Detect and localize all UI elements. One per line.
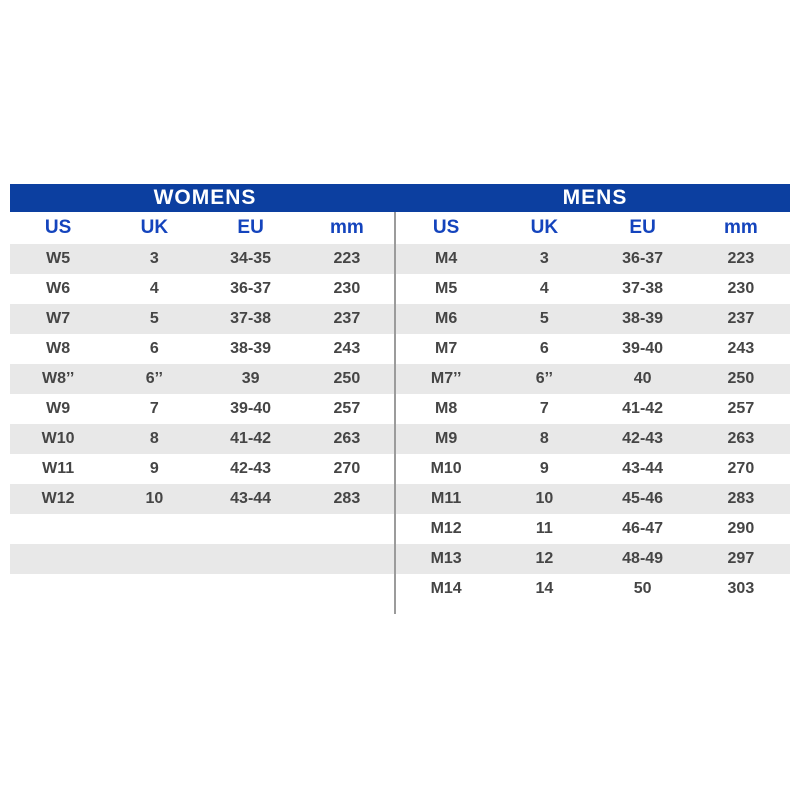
cell-womens-mm: 250 — [333, 370, 361, 387]
table-row — [10, 364, 790, 394]
mens-row-cells — [397, 334, 790, 364]
cell-mens-us: M12 — [430, 520, 462, 537]
cell-womens-us: W8’’ — [41, 370, 75, 387]
womens-section-title: WOMENS — [153, 186, 257, 209]
cell-mens-uk: 8 — [539, 430, 549, 447]
cell-womens-mm — [299, 544, 395, 574]
table-row — [10, 304, 790, 334]
cell-womens-us: W10 — [41, 430, 75, 447]
table-row — [10, 394, 790, 424]
cell-womens-eu: 39 — [241, 370, 260, 387]
cell-mens-eu: 39-40 — [622, 340, 664, 357]
table-title-bar — [10, 184, 790, 212]
cell-mens-mm: 297 — [727, 550, 755, 567]
mens-row-cells — [397, 544, 790, 574]
cell-womens-uk: 8 — [149, 430, 159, 447]
womens-row-cells — [10, 514, 395, 544]
cell-mens-mm: 223 — [727, 250, 755, 267]
cell-womens-uk — [106, 514, 202, 544]
cell-mens-eu: 37-38 — [622, 280, 664, 297]
cell-womens-eu: 41-42 — [230, 430, 272, 447]
mens-row-cells — [397, 274, 790, 304]
cell-womens-mm: 257 — [333, 400, 361, 417]
cell-womens-us — [10, 544, 106, 574]
table-row — [10, 484, 790, 514]
cell-mens-uk: 6’’ — [535, 370, 553, 387]
cell-mens-eu: 36-37 — [622, 250, 664, 267]
cell-womens-eu: 34-35 — [230, 250, 272, 267]
cell-womens-eu: 38-39 — [230, 340, 272, 357]
womens-row-cells — [10, 484, 395, 514]
mens-section-title: MENS — [562, 186, 628, 209]
mens-row-cells — [397, 364, 790, 394]
table-row — [10, 574, 790, 604]
cell-womens-us: W8 — [46, 340, 71, 357]
cell-womens-us — [10, 574, 106, 604]
mens-row-cells — [397, 514, 790, 544]
cell-womens-uk — [106, 544, 202, 574]
cell-womens-us: W12 — [41, 490, 75, 507]
cell-womens-eu — [203, 514, 299, 544]
cell-mens-us: M9 — [435, 430, 458, 447]
cell-womens-eu: 42-43 — [230, 460, 272, 477]
cell-womens-us — [10, 514, 106, 544]
womens-row-cells — [10, 394, 395, 424]
cell-womens-mm — [299, 574, 395, 604]
cell-mens-us: M8 — [435, 400, 458, 417]
table-row — [10, 424, 790, 454]
cell-mens-us: M5 — [435, 280, 458, 297]
cell-womens-uk: 5 — [149, 310, 159, 327]
cell-womens-eu — [203, 544, 299, 574]
mens-row-cells — [397, 244, 790, 274]
cell-mens-eu: 38-39 — [622, 310, 664, 327]
mens-header-uk: UK — [530, 217, 559, 238]
cell-womens-eu: 36-37 — [230, 280, 272, 297]
cell-womens-mm: 230 — [333, 280, 361, 297]
cell-womens-mm — [299, 514, 395, 544]
cell-mens-eu: 45-46 — [622, 490, 664, 507]
table-row — [10, 334, 790, 364]
cell-mens-us: M13 — [430, 550, 462, 567]
cell-mens-mm: 290 — [727, 520, 755, 537]
cell-womens-eu: 39-40 — [230, 400, 272, 417]
cell-mens-us: M14 — [430, 580, 462, 597]
womens-column-headers — [10, 212, 395, 244]
cell-mens-uk: 7 — [539, 400, 549, 417]
womens-row-cells — [10, 304, 395, 334]
womens-row-cells — [10, 244, 395, 274]
womens-row-cells — [10, 364, 395, 394]
mens-header-us: US — [432, 217, 460, 238]
cell-mens-mm: 230 — [727, 280, 755, 297]
cell-mens-uk: 14 — [535, 580, 554, 597]
cell-mens-eu: 50 — [633, 580, 652, 597]
cell-womens-us: W5 — [46, 250, 71, 267]
cell-womens-eu: 37-38 — [230, 310, 272, 327]
section-divider-line — [394, 212, 396, 614]
womens-row-cells — [10, 574, 395, 604]
cell-womens-uk — [106, 574, 202, 604]
cell-mens-us: M7’’ — [430, 370, 462, 387]
cell-womens-mm: 283 — [333, 490, 361, 507]
cell-womens-mm: 243 — [333, 340, 361, 357]
cell-womens-mm: 237 — [333, 310, 361, 327]
cell-mens-mm: 237 — [727, 310, 755, 327]
table-row — [10, 244, 790, 274]
cell-womens-uk: 9 — [149, 460, 159, 477]
mens-row-cells — [397, 454, 790, 484]
cell-mens-uk: 12 — [535, 550, 554, 567]
shoe-size-conversion-table — [10, 184, 790, 604]
cell-mens-eu: 40 — [633, 370, 652, 387]
cell-mens-uk: 4 — [539, 280, 549, 297]
womens-row-cells — [10, 544, 395, 574]
column-header-row — [10, 212, 790, 244]
table-body — [10, 244, 790, 604]
cell-womens-mm: 223 — [333, 250, 361, 267]
mens-row-cells — [397, 484, 790, 514]
mens-row-cells — [397, 304, 790, 334]
cell-mens-mm: 303 — [727, 580, 755, 597]
cell-mens-eu: 48-49 — [622, 550, 664, 567]
cell-mens-uk: 6 — [539, 340, 549, 357]
cell-womens-us: W11 — [42, 460, 75, 477]
cell-womens-uk: 10 — [145, 490, 164, 507]
cell-mens-us: M4 — [435, 250, 458, 267]
womens-header-eu: EU — [237, 217, 264, 238]
cell-womens-uk: 7 — [149, 400, 159, 417]
mens-row-cells — [397, 424, 790, 454]
cell-womens-uk: 6 — [149, 340, 159, 357]
cell-mens-eu: 41-42 — [622, 400, 664, 417]
cell-mens-mm: 283 — [727, 490, 755, 507]
cell-womens-uk: 6’’ — [145, 370, 163, 387]
cell-mens-eu: 42-43 — [622, 430, 664, 447]
womens-header-mm: mm — [329, 217, 364, 238]
cell-mens-us: M11 — [431, 490, 462, 507]
mens-header-mm: mm — [723, 217, 758, 238]
cell-mens-uk: 5 — [539, 310, 549, 327]
womens-row-cells — [10, 274, 395, 304]
cell-womens-uk: 3 — [149, 250, 159, 267]
womens-row-cells — [10, 454, 395, 484]
mens-column-headers — [397, 212, 790, 244]
cell-mens-uk: 11 — [535, 520, 553, 537]
womens-row-cells — [10, 334, 395, 364]
cell-mens-uk: 10 — [535, 490, 554, 507]
womens-header-us: US — [44, 217, 72, 238]
mens-row-cells — [397, 574, 790, 604]
mens-header-eu: EU — [629, 217, 656, 238]
womens-row-cells — [10, 424, 395, 454]
cell-mens-mm: 257 — [727, 400, 755, 417]
cell-womens-us: W6 — [46, 280, 71, 297]
cell-mens-uk: 9 — [539, 460, 549, 477]
cell-womens-us: W7 — [46, 310, 71, 327]
cell-womens-eu — [203, 574, 299, 604]
cell-womens-eu: 43-44 — [230, 490, 272, 507]
womens-header-uk: UK — [140, 217, 169, 238]
cell-mens-eu: 46-47 — [622, 520, 664, 537]
mens-row-cells — [397, 394, 790, 424]
table-row — [10, 544, 790, 574]
cell-mens-mm: 263 — [727, 430, 755, 447]
table-row — [10, 514, 790, 544]
cell-mens-us: M6 — [435, 310, 458, 327]
cell-mens-mm: 250 — [727, 370, 755, 387]
table-row — [10, 274, 790, 304]
cell-mens-eu: 43-44 — [622, 460, 664, 477]
cell-womens-uk: 4 — [149, 280, 159, 297]
table-row — [10, 454, 790, 484]
cell-mens-uk: 3 — [539, 250, 549, 267]
cell-womens-us: W9 — [46, 400, 71, 417]
cell-mens-mm: 243 — [727, 340, 755, 357]
cell-mens-us: M7 — [435, 340, 458, 357]
cell-mens-us: M10 — [430, 460, 462, 477]
cell-womens-mm: 263 — [333, 430, 361, 447]
cell-mens-mm: 270 — [727, 460, 755, 477]
cell-womens-mm: 270 — [333, 460, 361, 477]
